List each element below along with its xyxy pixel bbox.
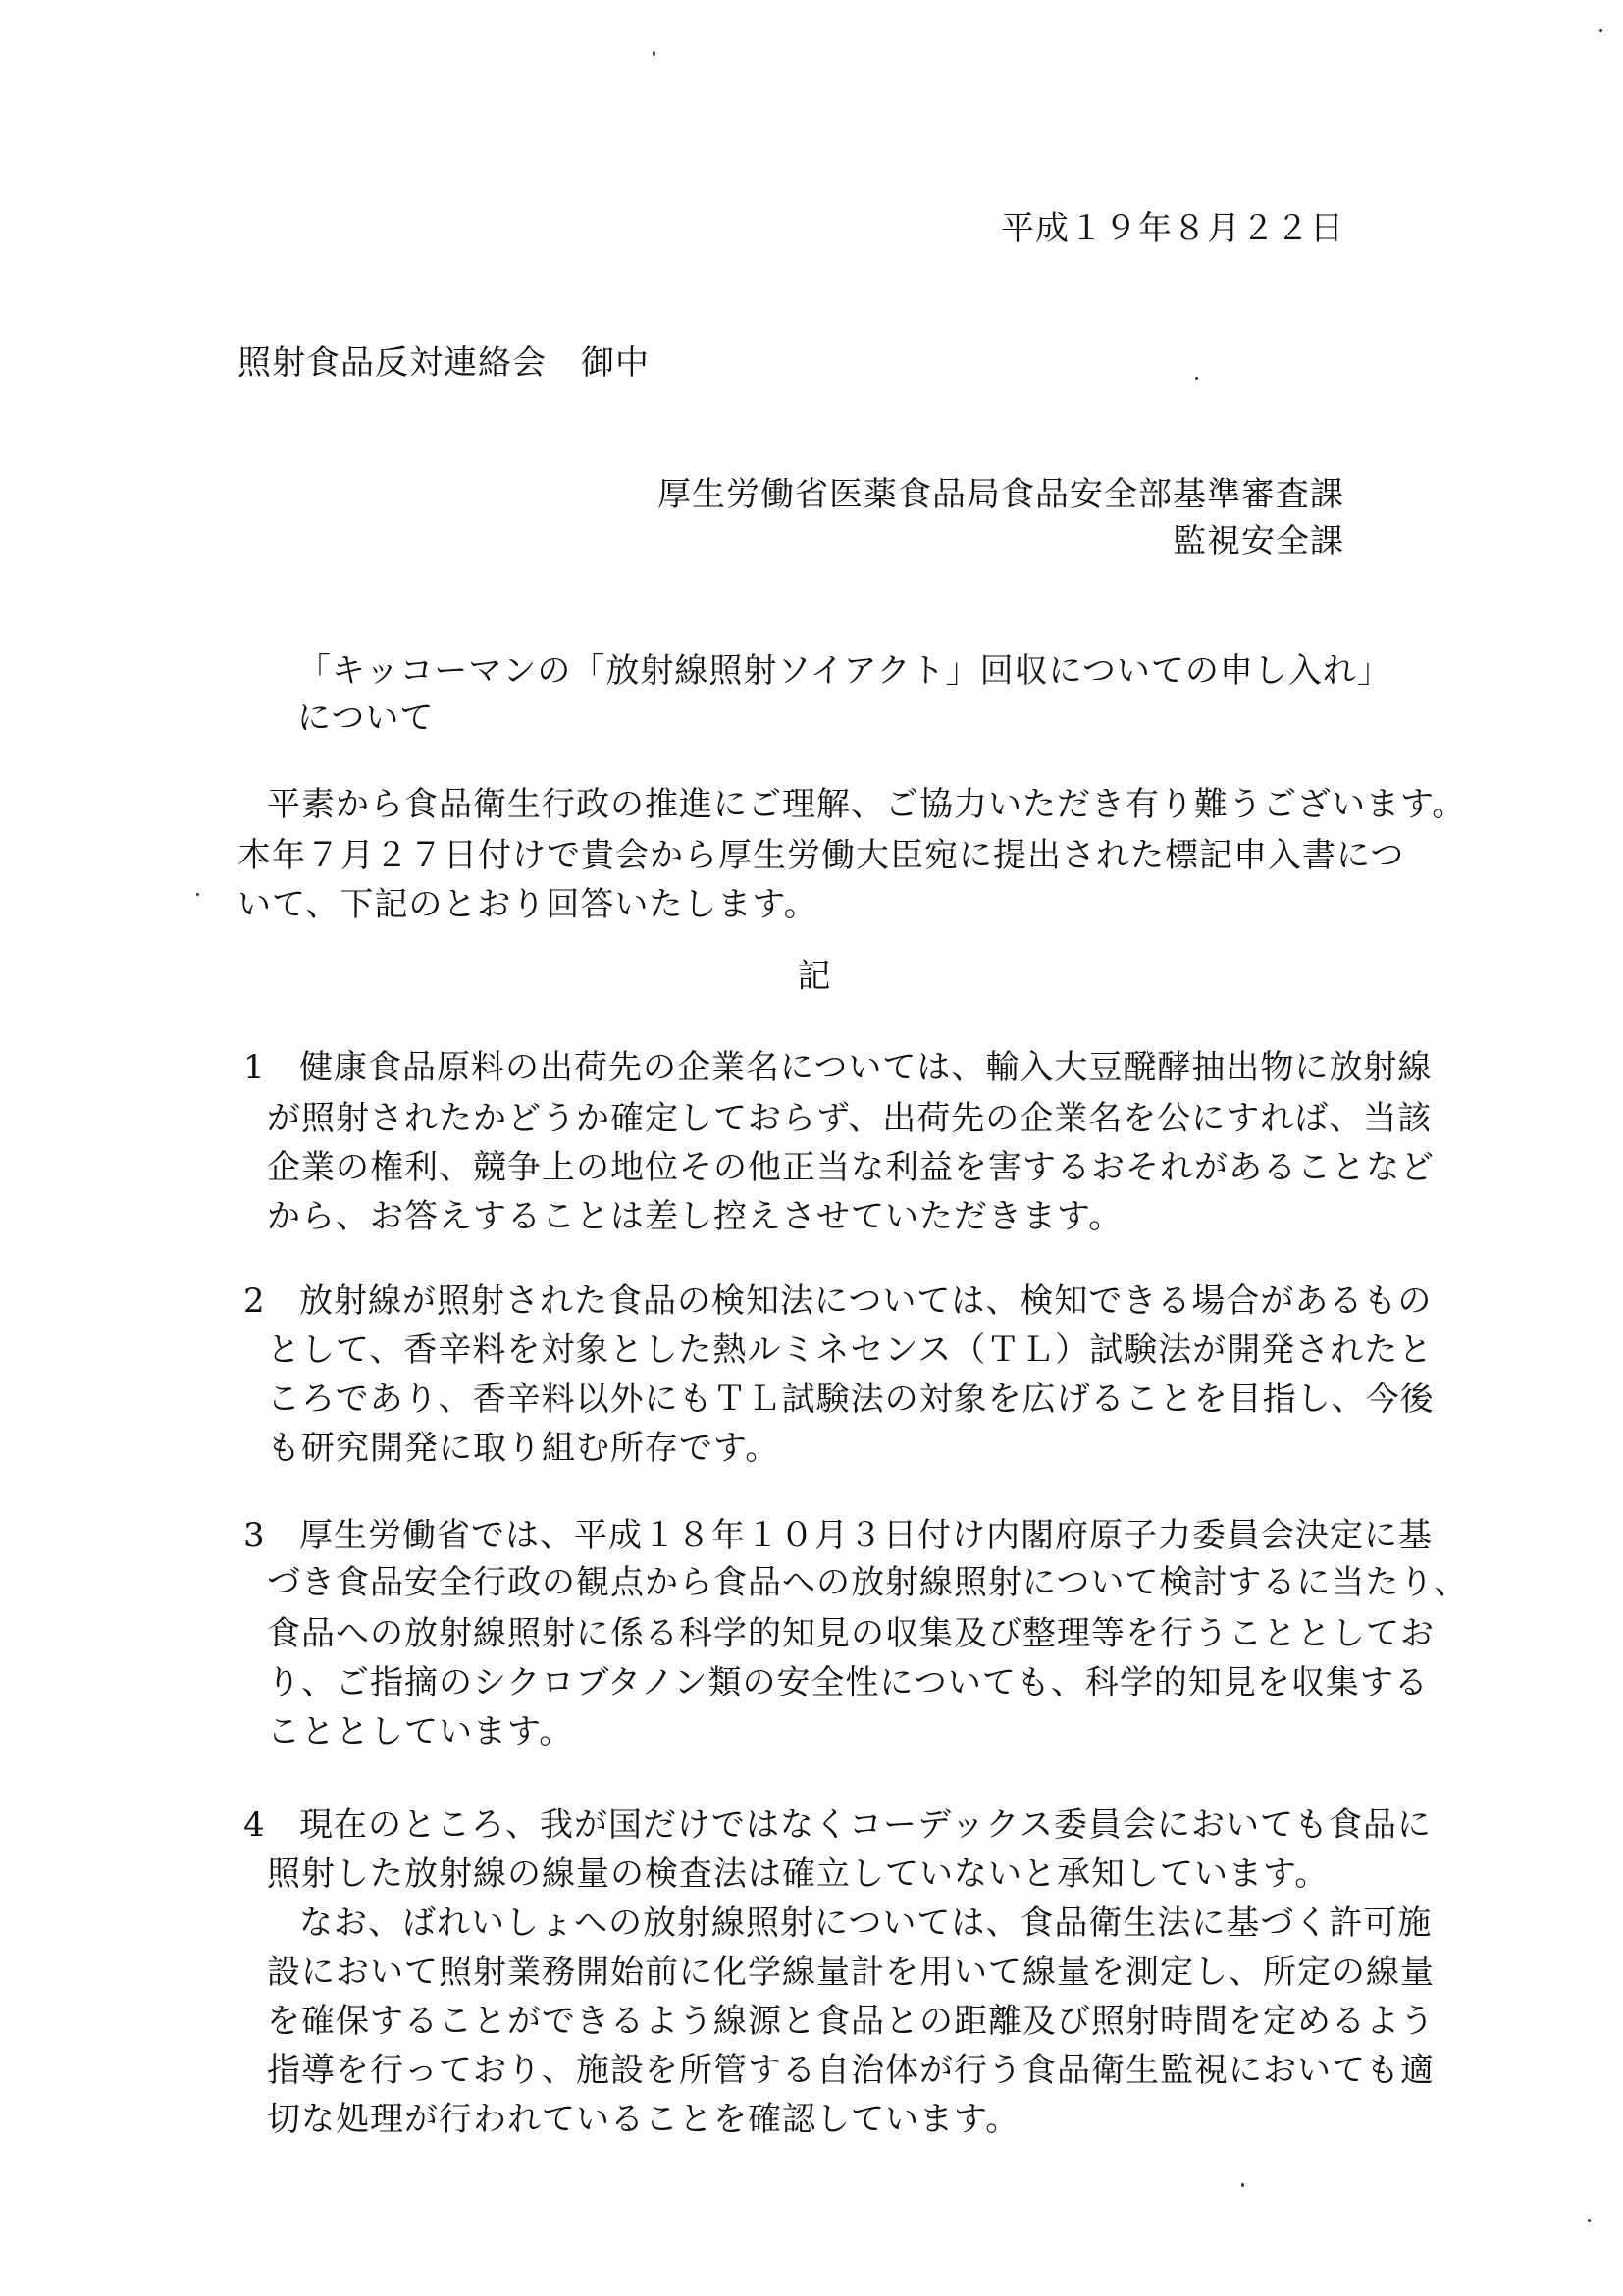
intro-line-1: 平素から食品衛生行政の推進にご理解、ご協力いただき有り難うございます。 — [267, 785, 1467, 824]
item-1-line: から、お答えすることは差し控えさせていただきます。 — [267, 1197, 1124, 1236]
item-number: 4 — [243, 1805, 265, 1845]
scan-speck — [1241, 2183, 1244, 2187]
item-4-line: 切な処理が行われていることを確認しています。 — [267, 2100, 1021, 2139]
item-3-line: り、ご指摘のシクロブタノン類の安全性についても、科学的知見を収集する — [267, 1663, 1429, 1702]
item-2-line: も研究開発に取り組む所存です。 — [267, 1429, 780, 1468]
item-4-line: 設において照射業務開始前に化学線量計を用いて線量を測定し、所定の線量 — [267, 1953, 1435, 1992]
item-3-line: こととしています。 — [267, 1712, 574, 1751]
item-3-line: 食品への放射線照射に係る科学的知見の収集及び整理等を行うこととしてお — [267, 1614, 1435, 1653]
item-4-line: を確保することができるよう線源と食品との距離及び照射時間を定めるよう — [267, 2002, 1435, 2041]
item-4-line: 指導を行っており、施設を所管する自治体が行う食品衛生監視においても適 — [267, 2051, 1435, 2090]
item-4-line: 照射した放射線の線量の検査法は確立していないと承知しています。 — [267, 1854, 1330, 1894]
scan-speck — [653, 51, 655, 56]
item-1-line: 企業の権利、競争上の地位その他正当な利益を害するおそれがあることなど — [267, 1148, 1435, 1187]
item-2-line: ころであり、香辛料以外にもＴＬ試験法の対象を広げることを目指し、今後 — [267, 1380, 1435, 1419]
subject-title-line-2: について — [297, 699, 435, 738]
intro-line-3: いて、下記のとおり回答いたします。 — [237, 885, 818, 924]
scan-speck — [1195, 377, 1198, 380]
item-number: 1 — [243, 1048, 265, 1087]
scan-speck — [1588, 2219, 1591, 2222]
item-1-line: 健康食品原料の出荷先の企業名については、輸入大豆醗酵抽出物に放射線 — [299, 1048, 1433, 1087]
intro-line-2: 本年７月２７日付けで貴会から厚生労働大臣宛に提出された標記申入書につ — [237, 836, 1405, 875]
item-3-line: づき食品安全行政の観点から食品への放射線照射について検討するに当たり、 — [267, 1563, 1469, 1602]
ki-heading: 記 — [797, 957, 832, 996]
sender-section: 監視安全課 — [1173, 522, 1344, 561]
item-1-line: が照射されたかどうか確定しておらず、出荷先の企業名を公にすれば、当該 — [267, 1099, 1433, 1138]
scan-speck — [196, 893, 199, 896]
item-number: 3 — [243, 1516, 265, 1555]
sender-department: 厚生労働省医薬食品局食品安全部基準審査課 — [657, 475, 1344, 514]
item-3-line: 厚生労働省では、平成１８年１０月３日付け内閣府原子力委員会決定に基 — [299, 1516, 1433, 1555]
document-date: 平成１９年８月２２日 — [1001, 209, 1344, 248]
subject-title-line-1: 「キッコーマンの「放射線照射ソイアクト」回収についての申し入れ」 — [297, 652, 1391, 691]
item-2-line: として、香辛料を対象とした熱ルミネセンス（ＴＬ）試験法が開発されたと — [267, 1331, 1434, 1370]
addressee: 照射食品反対連絡会 御中 — [237, 343, 650, 383]
scan-speck — [1599, 29, 1602, 32]
item-4-line: なお、ばれいしょへの放射線照射については、食品衛生法に基づく許可施 — [299, 1904, 1433, 1943]
item-4-line: 現在のところ、我が国だけではなくコーデックス委員会においても食品に — [299, 1805, 1432, 1845]
item-2-line: 放射線が照射された食品の検知法については、検知できる場合があるもの — [299, 1281, 1433, 1321]
item-number: 2 — [243, 1281, 265, 1321]
